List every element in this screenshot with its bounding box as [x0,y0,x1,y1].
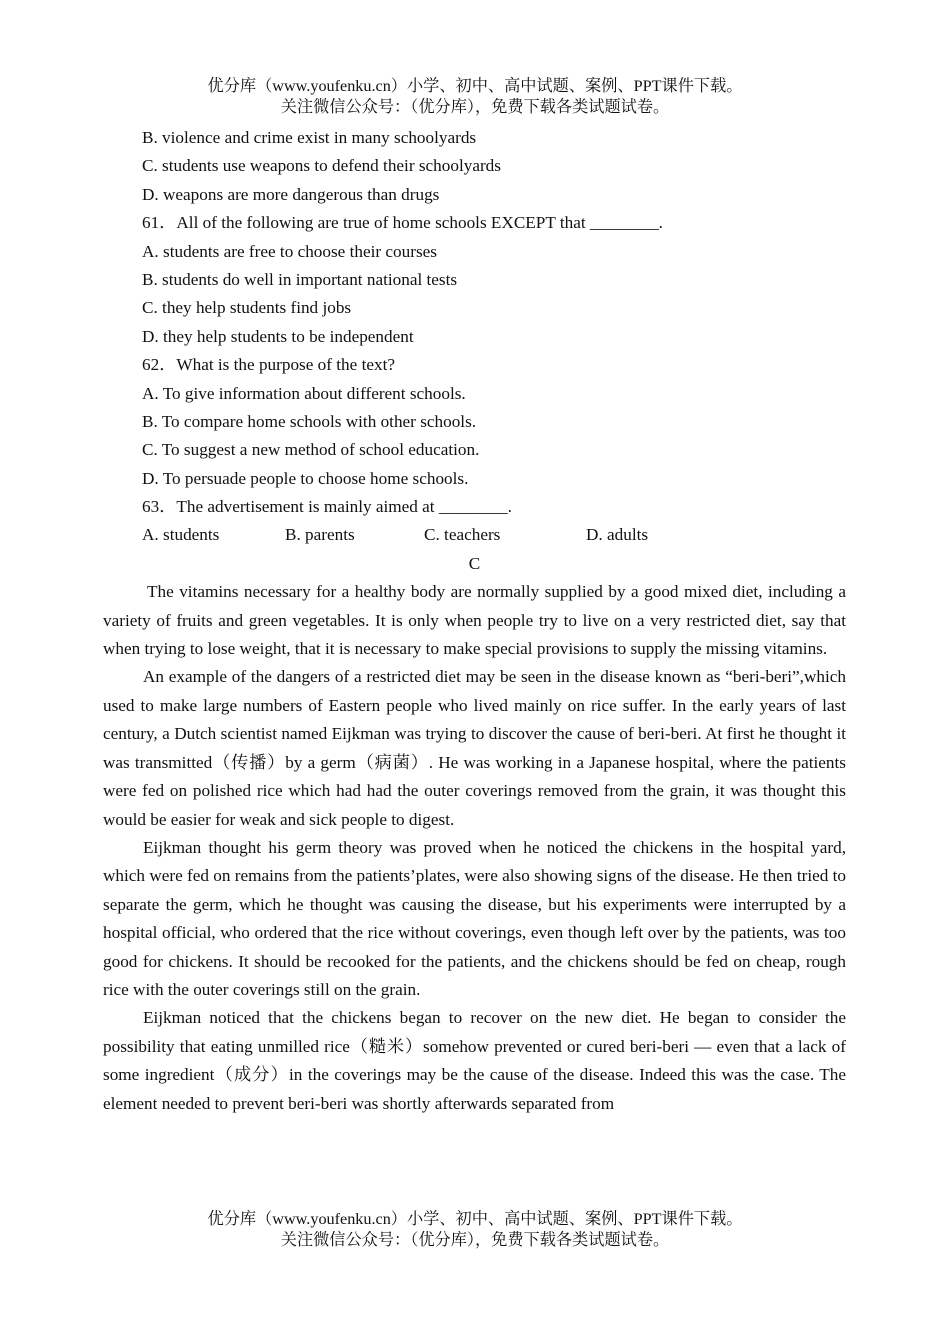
page-footer-banner [0,1209,950,1251]
q63-option-a: A. students [142,525,220,545]
passage-paragraph-2: An example of the dangers of a restricted diet may be seen in the disease known as “beri-beri”,which used to make large numbers of Eastern people who lived mainly on rice suffer. In the early years of last century, a Dutch scientist named Eijkman was trying to discover the cause of beri-beri. At first he thought it was transmitted（传播）by a germ（病菌）. He was working in a Japanese hospital, where the patients were fed on polished rice which had had the outer coverings removed from the grain, it was thought this would be easier for weak and sick people to digest. [103,667,846,829]
q63-stem: 63．The advertisement is mainly aimed at ________. [142,497,512,517]
page-header-banner [0,76,950,118]
section-heading: C [468,553,481,573]
q61-option-b: B. students do well in important national tests [142,269,458,289]
header-line-2: 关注微信公众号：（优分库），免费下载各类试题试卷。 [280,98,670,116]
q62-option-c: C. To suggest a new method of school education. [142,440,480,460]
q62-stem: 62．What is the purpose of the text? [142,355,395,375]
q62-option-b: B. To compare home schools with other schools. [142,411,477,431]
q63-option-b: B. parents [285,525,355,545]
q61-option-c: C. they help students find jobs [142,298,352,318]
q61-option-d: D. they help students to be independent [142,326,414,346]
q60-option-c: C. students use weapons to defend their schoolyards [142,156,501,176]
passage-paragraph-3: Eijkman thought his germ theory was proved when he noticed the chickens in the hospital yard, which were fed on remains from the patients’plates, were also showing signs of the disease. He then tried to separate the germ, which he thought was causing the disease, but his experiments were interrupted by a hospital official, who ordered that the rice without coverings, even though left over by the patients, was too good for chickens. It should be recooked for the patients, and the chickens should be fed on cheap, rough rice with the outer coverings still on the grain. [103,837,846,999]
q61-stem: 61．All of the following are true of home schools EXCEPT that ________. [142,213,663,233]
q63-option-d: D. adults [586,525,649,545]
q61-option-a: A. students are free to choose their courses [142,241,437,261]
q60-option-d: D. weapons are more dangerous than drugs [142,184,440,204]
document-body [103,124,846,1118]
header-line-1: 优分库（www.youfenku.cn）小学、初中、高中试题、案例、PPT课件下载。 [207,77,743,95]
passage-paragraph-4: Eijkman noticed that the chickens began to recover on the new diet. He began to consider the possibility that eating unmilled rice（糙米）somehow prevented or cured beri-beri — even that a lack of some ingredient（成分）in the coverings may be the cause of the disease. Indeed this was the case. The element needed to prevent beri-beri was shortly afterwards separated from [103,1008,846,1113]
q60-option-b: B. violence and crime exist in many schoolyards [142,128,477,147]
q63-option-c: C. teachers [424,525,501,545]
q63-options-row [103,521,846,549]
footer-line-1: 优分库（www.youfenku.cn）小学、初中、高中试题、案例、PPT课件下载。 [207,1210,743,1228]
passage-paragraph-1: The vitamins necessary for a healthy body are normally supplied by a good mixed diet, including a variety of fruits and green vegetables. It is only when people try to live on a very restricted diet, say that when trying to lose weight, that it is necessary to make special provisions to supply the missing vitamins. [103,582,846,659]
q62-option-d: D. To persuade people to choose home schools. [142,468,469,488]
q62-option-a: A. To give information about different schools. [142,383,466,403]
footer-line-2: 关注微信公众号：（优分库），免费下载各类试题试卷。 [280,1231,670,1249]
